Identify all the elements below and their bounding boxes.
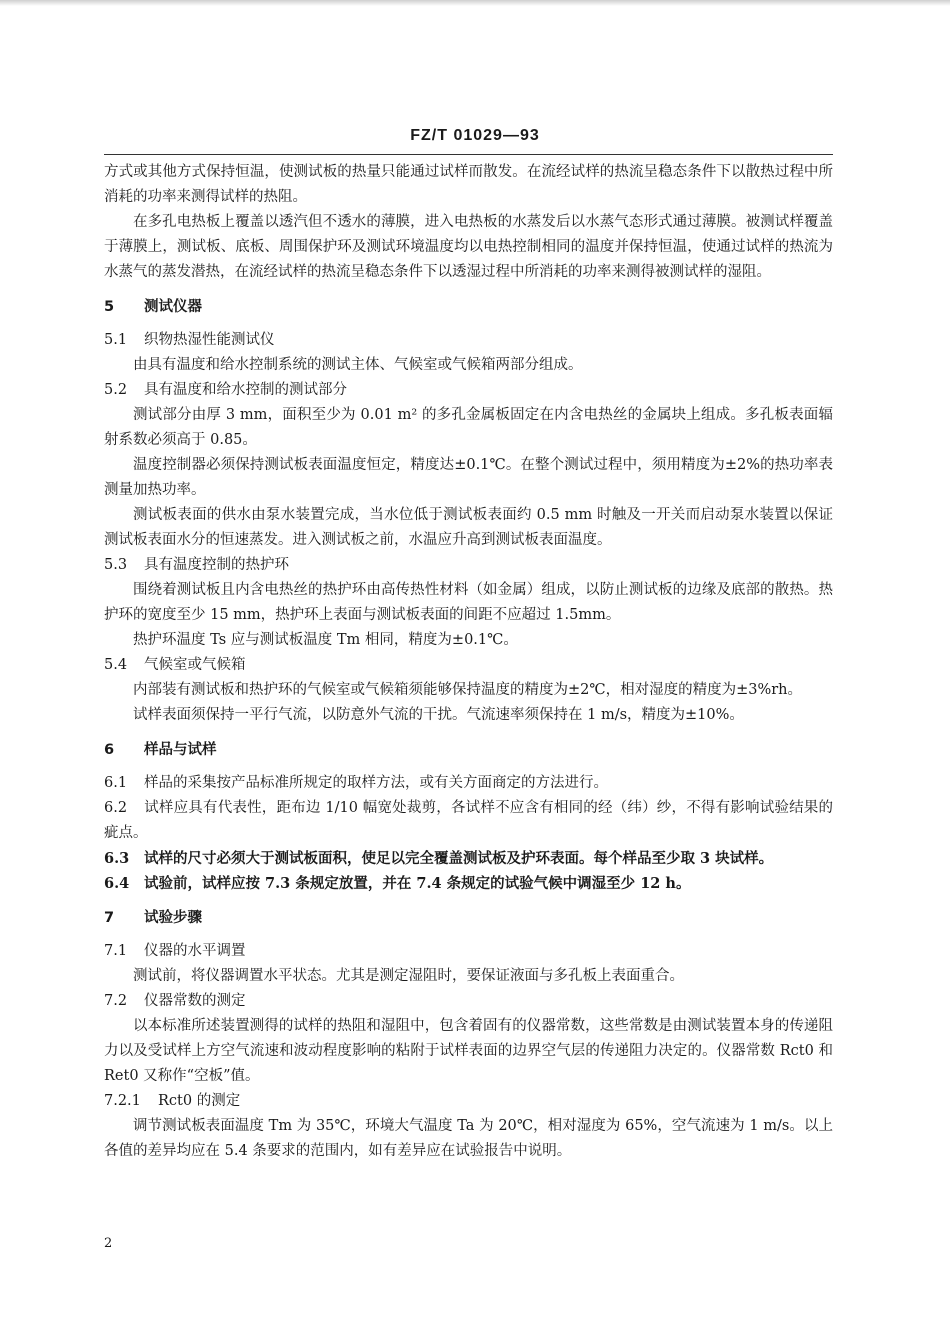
clause-7-1-heading [104,939,833,964]
clause-title: 仪器常数的测定 [144,993,246,1009]
paragraph-membrane: 在多孔电热板上覆盖以透汽但不透水的薄膜，进入电热板的水蒸发后以水蒸气态形式通过薄膜。被测试样覆盖于薄膜上，测试板、底板、周围保护环及测试环境温度均以电热控制相同的温度并保持恒温，使通过试样的热流为水蒸气的蒸发潜热，在流经试样的热流呈稳态条件下以透湿过程中所消耗的功率来测得被测试样的湿阻。 [104,214,833,280]
paragraph-continued: 方式或其他方式保持恒温，使测试板的热量只能通过试样而散发。在流经试样的热流呈稳态条件下以散热过程中所消耗的功率来测得试样的热阻。 [104,164,833,205]
clause-number: 6.3 [104,850,130,867]
clause-number: 7.2.1 [104,1093,141,1109]
clause-number: 7.1 [104,943,128,959]
clause-7-2-heading [104,989,833,1014]
clause-5-3-paragraph: 热护环温度 Ts 应与测试板温度 Tm 相同，精度为±0.1℃。 [133,632,518,648]
section-7-heading [104,906,833,931]
clause-title: 具有温度和给水控制的测试部分 [144,382,347,398]
clause-title: 具有温度控制的热护环 [144,557,289,573]
clause-number: 6.2 [104,800,128,816]
section-title: 测试仪器 [144,299,202,315]
clause-number: 5.2 [104,382,128,398]
clause-title: 仪器的水平调置 [144,943,246,959]
section-5-heading [104,295,833,320]
clause-5-2-paragraph: 温度控制器必须保持测试板表面温度恒定，精度达±0.1℃。在整个测试过程中，须用精度为±2%的热功率表测量加热功率。 [104,457,833,498]
section-number: 7 [104,910,115,926]
section-title: 试验步骤 [144,910,202,926]
section-6-heading [104,738,833,763]
clause-7-2-1-text: 调节测试板表面温度 Tm 为 35℃，环境大气温度 Ta 为 20℃，相对湿度为 65%，空气流速为 1 m/s。以上各值的差异均应在 5.4 条要求的范围内，如有差异应在试验报告中说明。 [104,1118,833,1159]
clause-6-1 [104,771,833,796]
clause-text: 样品的采集按产品标准所规定的取样方法，或有关方面商定的方法进行。 [144,775,608,791]
clause-title: 织物热湿性能测试仪 [144,332,275,348]
clause-7-2-text: 以本标准所述装置测得的试样的热阻和湿阻中，包含着固有的仪器常数，这些常数是由测试装置本身的传递阻力以及受试样上方空气流速和波动程度影响的粘附于试样表面的边界空气层的传递阻力决定的。仪器常数 Rct0 和 Ret0 又称作“空板”值。 [104,1018,833,1084]
clause-number: 5.3 [104,557,128,573]
header-rule [104,154,833,155]
clause-text: 试样的尺寸必须大于测试板面积，使足以完全覆盖测试板及护环表面。每个样品至少取 3 块试样。 [144,850,774,867]
clause-text: 试验前，试样应按 7.3 条规定放置，并在 7.4 条规定的试验气候中调湿至少 12 h。 [144,875,691,892]
section-number: 6 [104,742,115,758]
clause-number: 6.1 [104,775,128,791]
clause-5-3-paragraph: 围绕着测试板且内含电热丝的热护环由高传热性材料（如金属）组成，以防止测试板的边缘及底部的散热。热护环的宽度至少 15 mm，热护环上表面与测试板表面的间距不应超过 1.5mm。 [104,582,833,623]
section-title: 样品与试样 [144,742,217,758]
clause-number: 6.4 [104,875,130,892]
clause-5-4-paragraph: 内部装有测试板和热护环的气候室或气候箱须能够保持温度的精度为±2℃，相对湿度的精度为±3%rh。 [133,682,803,698]
clause-5-1-text: 由具有温度和给水控制系统的测试主体、气候室或气候箱两部分组成。 [133,357,583,373]
clause-7-1-text: 测试前，将仪器调置水平状态。尤其是测定湿阻时，要保证液面与多孔板上表面重合。 [133,968,684,984]
clause-5-1-heading [104,328,833,353]
clause-5-2-paragraph: 测试板表面的供水由泵水装置完成，当水位低于测试板表面约 0.5 mm 时触及一开关而启动泵水装置以保证测试板表面水分的恒速蒸发。进入测试板之前，水温应升高到测试板表面温度。 [104,507,833,548]
page-number: 2 [104,1236,113,1251]
clause-6-4 [104,871,833,896]
clause-5-2-paragraph: 测试部分由厚 3 mm，面积至少为 0.01 m² 的多孔金属板固定在内含电热丝的金属块上组成。多孔板表面辐射系数必须高于 0.85。 [104,407,833,448]
clause-6-3 [104,846,833,871]
clause-5-4-heading [104,653,833,678]
standard-code-header: FZ/T 01029—93 [410,127,540,144]
clause-5-3-heading [104,553,833,578]
clause-5-2-heading [104,378,833,403]
scan-top-edge [0,0,950,6]
clause-5-4-paragraph: 试样表面须保持一平行气流，以防意外气流的干扰。气流速率须保持在 1 m/s，精度为±10%。 [133,707,744,723]
clause-title: 气候室或气候箱 [144,657,246,673]
clause-number: 7.2 [104,993,128,1009]
clause-6-2 [104,796,833,846]
clause-text: 试样应具有代表性，距布边 1/10 幅宽处裁剪，各试样不应含有相同的经（纬）纱，不得有影响试验结果的疵点。 [104,800,833,841]
clause-7-2-1-heading [104,1089,833,1114]
clause-number: 5.4 [104,657,128,673]
section-number: 5 [104,299,115,315]
page-content [104,160,833,1164]
clause-title: Rct0 的测定 [158,1093,241,1109]
clause-number: 5.1 [104,332,128,348]
